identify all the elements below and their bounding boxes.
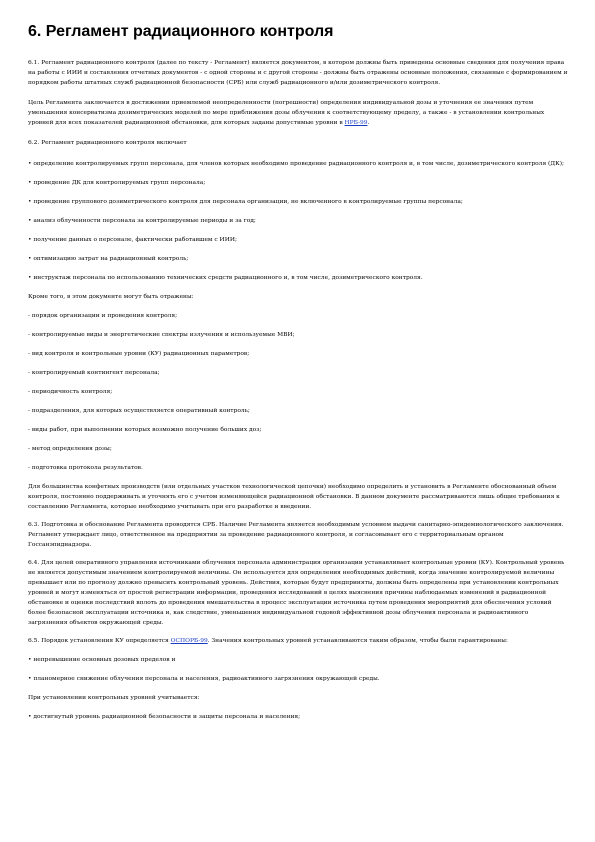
list-item: • проведение группового дозиметрического контроля для персонала организации, не включенного в контролируемые группы персонала;: [28, 199, 463, 205]
paragraph-goal-text: Цель Регламента заключается в достижении приемлемой неопределенности (погрешности) определения индивидуальной дозы и уточнения ее значения путем уменьшения консерватизма дозиметрических моделей по мере приближения дозы облучения к соответствующему пределу, а также - в установлении контрольных уровней для всех показателей радиационной обстановки, для которых заданы допустимые уровни в: [28, 100, 545, 126]
paragraph-6-5-text: 6.5. Порядок установления КУ определяется: [28, 638, 169, 644]
list-item: • инструктаж персонала по использованию технических средств радиационного и, в том числе, дозиметрического контроля.: [28, 275, 423, 281]
list-item: • определение контролируемых групп персонала, для членов которых необходимо проведение радиационного контроля и, в том числе, дозиметрического контроля (ДК);: [28, 161, 564, 167]
paragraph-6-2: 6.2. Регламент радиационного контроля включает: [28, 140, 187, 146]
paragraph-goal: [28, 98, 568, 128]
list-item: - контролируемый контингент персонала;: [28, 370, 160, 376]
list-item: - вид контроля и контрольные уровни (КУ) радиационных параметров;: [28, 351, 250, 357]
paragraph-6-3: 6.3. Подготовка и обоснование Регламента проводятся СРБ. Наличие Регламента является необходимым условием выдачи санитарно-эпидемиологического заключения. Регламент утверждает лицо, ответственное на предприятии за проведение радиационного контроля, и согласовывает его с территориальным органом Госсанэпиднадзора.: [28, 522, 564, 548]
paragraph-production: Для большинства конфетных производств (или отдельных участков технологической цепочки) необходимо определить и установить в Регламенте обоснованный объем контроля, постоянно поддерживать и уточнять его с учетом изменяющейся радиационной обстановки. В данном документе рассматриваются лишь общие требования к составлению Регламента, которые необходимо учитывать при его разработке и введении.: [28, 484, 560, 510]
list-item: - метод определения дозы;: [28, 446, 112, 452]
paragraph-6-5: [28, 636, 568, 646]
list-item: • анализ облученности персонала за контролируемые периоды и за год;: [28, 218, 256, 224]
list-item: • получение данных о персонале, фактически работавшем с ИИИ;: [28, 237, 237, 243]
osporb-99-link[interactable]: ОСПОРБ-99: [170, 638, 208, 644]
list-item: • достигнутый уровень радиационной безопасности и защиты персонала и населения;: [28, 714, 301, 720]
list-item: • проведение ДК для контролируемых групп персонала;: [28, 180, 206, 186]
paragraph-6-4: 6.4. Для целей оперативного управления источниками облучения персонала администрация организации устанавливает контрольные уровни (КУ). Контрольный уровень не является допустимым значением контролируемой величины. Он используется для определения необходимых действий, когда значение контролируемой величины превышает или по прогнозу должно превысить контрольный уровень. Действия, которые будут предприняты, должны быть определены при установлении контрольных уровней и могут изменяться от простой регистрации информации, проведения исследований в целях выяснения причины наблюдаемых изменений в радиационной обстановке и оценки последствий вплоть до проведения вмешательства в процесс эксплуатации источника путем проведения мероприятий для обеспечения условий более безопасной эксплуатации источника и, как следствие, уменьшения индивидуальной годовой эффективной дозы облучения персонала и радиоактивного загрязнения объектов окружающей среды.: [28, 560, 565, 626]
paragraph-consider: При установлении контрольных уровней учитывается:: [28, 695, 200, 701]
page-title: 6. Регламент радиационного контроля: [28, 23, 334, 40]
paragraph-goal-end: .: [367, 120, 370, 126]
paragraph-6-5-end: . Значения контрольных уровней устанавливаются таким образом, чтобы были гарантированы:: [207, 638, 508, 644]
list-item: - контролируемые виды и энергетические спектры излучения и используемые МВИ;: [28, 332, 295, 338]
list-item: • непревышение основных дозовых пределов и: [28, 657, 176, 663]
list-item: - порядок организации и проведения контроля;: [28, 313, 178, 319]
list-item: - подразделения, для которых осуществляется оперативный контроль;: [28, 408, 250, 414]
list-item: • оптимизацию затрат на радиационный контроль;: [28, 256, 189, 262]
paragraph-also: Кроме того, в этом документе могут быть отражены:: [28, 294, 194, 300]
paragraph-6-1: 6.1. Регламент радиационного контроля (далее по тексту - Регламент) является документом, в котором должны быть приведены основные сведения для получения права на работы с ИИИ и составления отчетных документов - с одной стороны и с другой стороны - должны быть отражены основные положения, связанные с формированием и порядком работы штатных служб радиационной безопасности (СРБ) или служб радиационного и/или дозиметрического контроля.: [28, 60, 568, 86]
list-item: • планомерное снижение облучения персонала и населения, радиоактивного загрязнения окружающей среды.: [28, 676, 380, 682]
nrb-99-link[interactable]: НРБ-99: [344, 120, 368, 126]
document-page: [28, 22, 568, 722]
list-item: - виды работ, при выполнении которых возможно получение больших доз;: [28, 427, 262, 433]
list-item: - периодичность контроля;: [28, 389, 113, 395]
list-item: - подготовка протокола результатов.: [28, 465, 143, 471]
